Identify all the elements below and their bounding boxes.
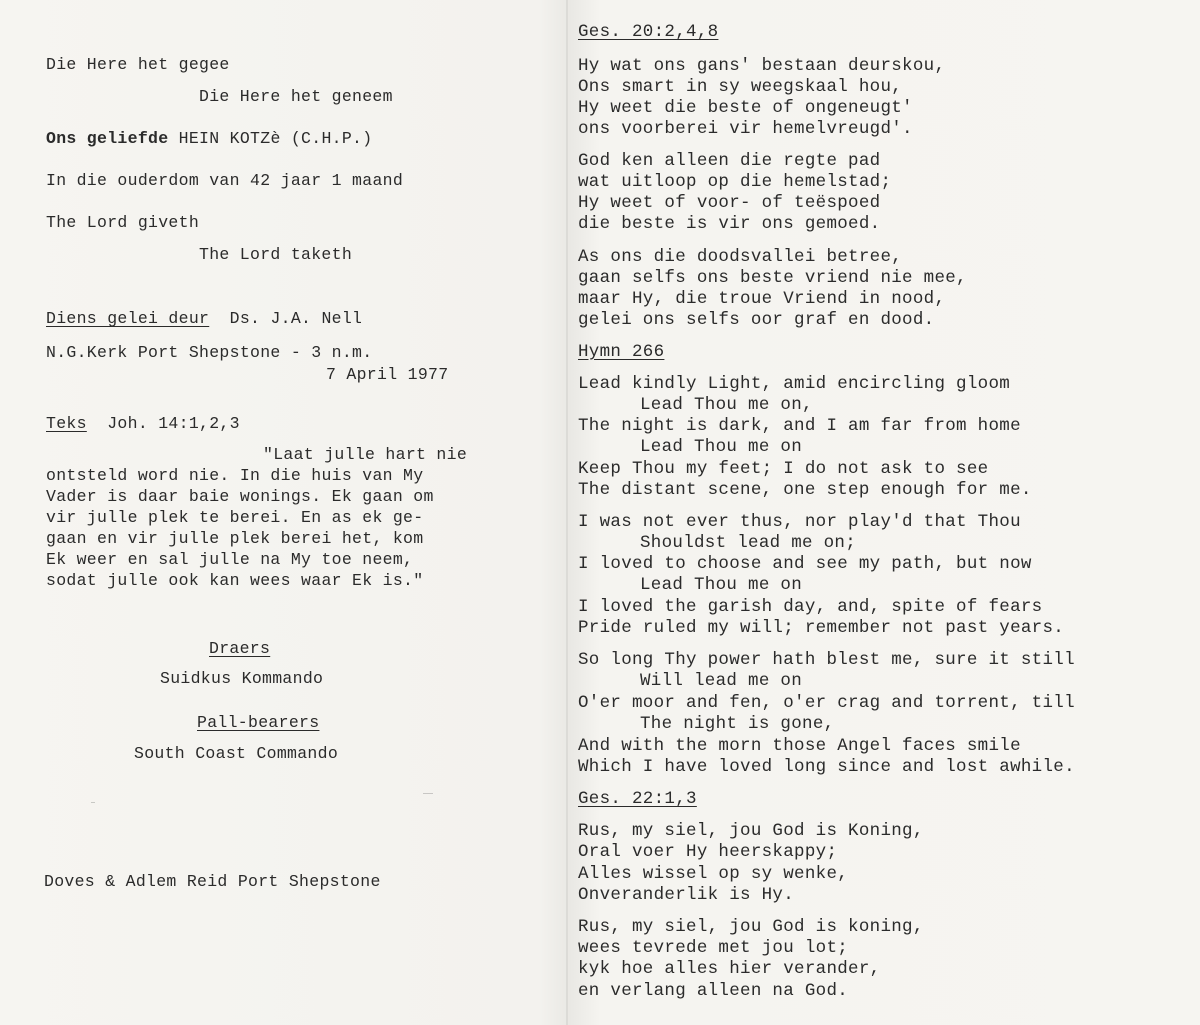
age-line: In die ouderdom van 42 jaar 1 maand <box>46 171 404 190</box>
bearers-af-label: Draers <box>209 639 271 658</box>
opening-line-1: Die Here het gegee <box>46 55 230 74</box>
hymn-line: Lead Thou me on <box>640 575 803 595</box>
verse-line: ontsteld word nie. In die huis van My <box>46 466 424 485</box>
hymn-title: Ges. 22:1,3 <box>578 789 697 809</box>
hymn-line: Ons smart in sy weegskaal hou, <box>578 77 903 97</box>
bearers-en-label: Pall-bearers <box>197 713 320 732</box>
hymn-line: Pride ruled my will; remember not past years. <box>578 618 1065 638</box>
text-line <box>46 413 240 434</box>
service-label: Diens gelei deur <box>46 309 210 328</box>
verse-line: gaan en vir julle plek berei het, kom <box>46 529 424 548</box>
hymn-line: The night is dark, and I am far from home <box>578 416 1021 436</box>
hymn-line: Which I have loved long since and lost awhile. <box>578 757 1075 777</box>
hymn-line: kyk hoe alles hier verander, <box>578 959 881 979</box>
service-date: 7 April 1977 <box>326 365 449 384</box>
lord-giveth: The Lord giveth <box>46 213 200 232</box>
undertaker: Doves & Adlem Reid Port Shepstone <box>44 872 381 891</box>
hymn-line: Hy wat ons gans' bestaan deurskou, <box>578 56 946 76</box>
hymn-line: Oral voer Hy heerskappy; <box>578 842 838 862</box>
hymn-line: The distant scene, one step enough for me. <box>578 480 1032 500</box>
hymn-line: Will lead me on <box>640 671 803 691</box>
hymn-line: Rus, my siel, jou God is Koning, <box>578 821 924 841</box>
hymn-line: wees tevrede met jou lot; <box>578 938 849 958</box>
opening-line-2: Die Here het geneem <box>199 87 393 106</box>
hymn-line: Rus, my siel, jou God is koning, <box>578 917 924 937</box>
verse-line: Ek weer en sal julle na My toe neem, <box>46 550 414 569</box>
hymn-line: Shouldst lead me on; <box>640 533 857 553</box>
hymn-line: maar Hy, die troue Vriend in nood, <box>578 289 946 309</box>
verse-line: sodat julle ook kan wees waar Ek is." <box>46 571 424 590</box>
hymn-line: And with the morn those Angel faces smile <box>578 736 1021 756</box>
hymn-line: gelei ons selfs oor graf en dood. <box>578 310 935 330</box>
hymn-line: God ken alleen die regte pad <box>578 151 881 171</box>
hymn-line: gaan selfs ons beste vriend nie mee, <box>578 268 967 288</box>
service-leader: Ds. J.A. Nell <box>229 309 363 328</box>
hymn-line: I loved the garish day, and, spite of fears <box>578 597 1043 617</box>
church-line: N.G.Kerk Port Shepstone - 3 n.m. <box>46 343 373 362</box>
text-reference: Joh. 14:1,2,3 <box>107 414 240 433</box>
bearers-af: Suidkus Kommando <box>160 669 324 688</box>
hymn-line: As ons die doodsvallei betree, <box>578 247 903 267</box>
service-line <box>46 308 362 329</box>
hymn-line: So long Thy power hath blest me, sure it still <box>578 650 1075 670</box>
bearers-en: South Coast Commando <box>134 744 339 763</box>
hymn-line: O'er moor and fen, o'er crag and torrent, till <box>578 693 1075 713</box>
hymn-line: Lead kindly Light, amid encircling gloom <box>578 374 1011 394</box>
hymn-line: Lead Thou me on, <box>640 395 813 415</box>
hymn-line: en verlang alleen na God. <box>578 981 849 1001</box>
hymn-line: wat uitloop op die hemelstad; <box>578 172 892 192</box>
page-fold <box>566 0 568 1025</box>
hymn-line: Keep Thou my feet; I do not ask to see <box>578 459 989 479</box>
verse-line: "Laat julle hart nie <box>263 445 468 464</box>
hymn-line: die beste is vir ons gemoed. <box>578 214 881 234</box>
ink-smudge <box>423 793 433 794</box>
hymn-line: I was not ever thus, nor play'd that Thou <box>578 512 1021 532</box>
verse-line: Vader is daar baie wonings. Ek gaan om <box>46 487 434 506</box>
hymn-line: Onveranderlik is Hy. <box>578 885 795 905</box>
deceased-line <box>46 128 372 149</box>
text-label: Teks <box>46 414 87 433</box>
hymn-title: Hymn 266 <box>578 342 665 362</box>
verse-line: vir julle plek te berei. En as ek ge- <box>46 508 424 527</box>
hymn-line: I loved to choose and see my path, but now <box>578 554 1032 574</box>
hymn-line: Lead Thou me on <box>640 437 803 457</box>
hymn-line: Alles wissel op sy wenke, <box>578 864 849 884</box>
hymn-line: Hy weet of voor- of teëspoed <box>578 193 881 213</box>
name-prefix: Ons geliefde <box>46 129 169 148</box>
ink-smudge <box>91 802 95 803</box>
hymn-line: Hy weet die beste of ongeneugt' <box>578 98 913 118</box>
hymn-line: The night is gone, <box>640 714 835 734</box>
lord-taketh: The Lord taketh <box>199 245 353 264</box>
hymn-line: ons voorberei vir hemelvreugd'. <box>578 119 913 139</box>
deceased-name: HEIN KOTZè (C.H.P.) <box>178 129 373 148</box>
hymn-title: Ges. 20:2,4,8 <box>578 22 719 42</box>
